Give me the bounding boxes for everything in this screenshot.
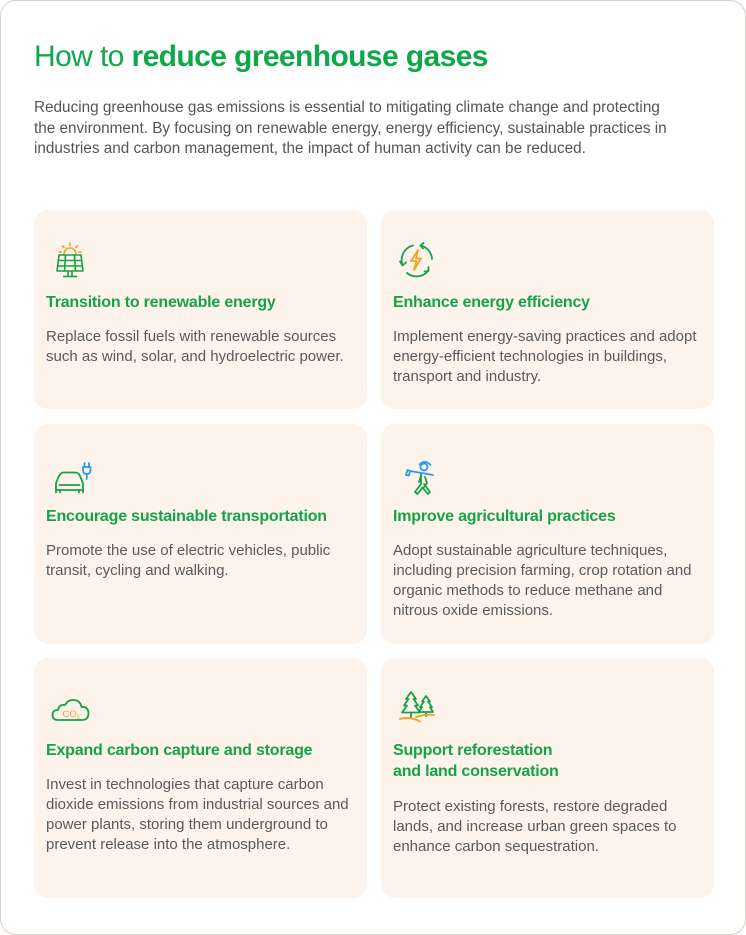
solar-panel-icon (44, 240, 92, 284)
title-light: How to (34, 40, 132, 73)
card-description: Implement energy-saving practices and adopt energy-efficient technologies in buildings, transport and industry. (393, 328, 697, 385)
card-reforestation (381, 658, 714, 898)
card-renewable-energy (34, 210, 367, 409)
co2-cloud-icon (42, 688, 98, 732)
card-title-line-2: and land conservation (393, 763, 559, 780)
card-title: Improve agricultural practices (393, 508, 616, 525)
intro-paragraph: Reducing greenhouse gas emissions is essential to mitigating climate change and protecting the environment. By focusing on renewable energy, energy efficiency, sustainable practices in industries and carbon management, the impact of human activity can be reduced. (34, 99, 667, 157)
card-agricultural-practices (381, 424, 714, 644)
card-description: Replace fossil fuels with renewable sources such as wind, solar, and hydroelectric power. (46, 328, 344, 365)
page-title (34, 39, 488, 75)
card-title: Transition to renewable energy (46, 294, 276, 311)
card-description: Promote the use of electric vehicles, public transit, cycling and walking. (46, 542, 331, 579)
card-title: Enhance energy efficiency (393, 294, 590, 311)
energy-cycle-icon (391, 240, 439, 284)
card-title (393, 740, 703, 782)
co2-text: $CO_2$ (62, 709, 80, 721)
card-carbon-capture (34, 658, 367, 898)
farmer-icon (391, 454, 439, 498)
title-bold: reduce greenhouse gases (131, 40, 488, 73)
trees-icon (391, 686, 439, 730)
electric-car-icon (44, 454, 92, 498)
card-sustainable-transportation (34, 424, 367, 644)
card-description: Invest in technologies that capture carbon dioxide emissions from industrial sources and power plants, storing them underground to prevent release into the atmosphere. (46, 776, 349, 853)
card-title: Expand carbon capture and storage (46, 742, 313, 759)
card-description: Adopt sustainable agriculture techniques, including precision farming, crop rotation and organic methods to reduce methane and nitrous oxide emissions. (393, 542, 692, 619)
card-title: Encourage sustainable transportation (46, 508, 327, 525)
card-description: Protect existing forests, restore degraded lands, and increase urban green spaces to enhance carbon sequestration. (393, 798, 677, 855)
card-energy-efficiency (381, 210, 714, 409)
card-title-line-1: Support reforestation (393, 742, 553, 759)
